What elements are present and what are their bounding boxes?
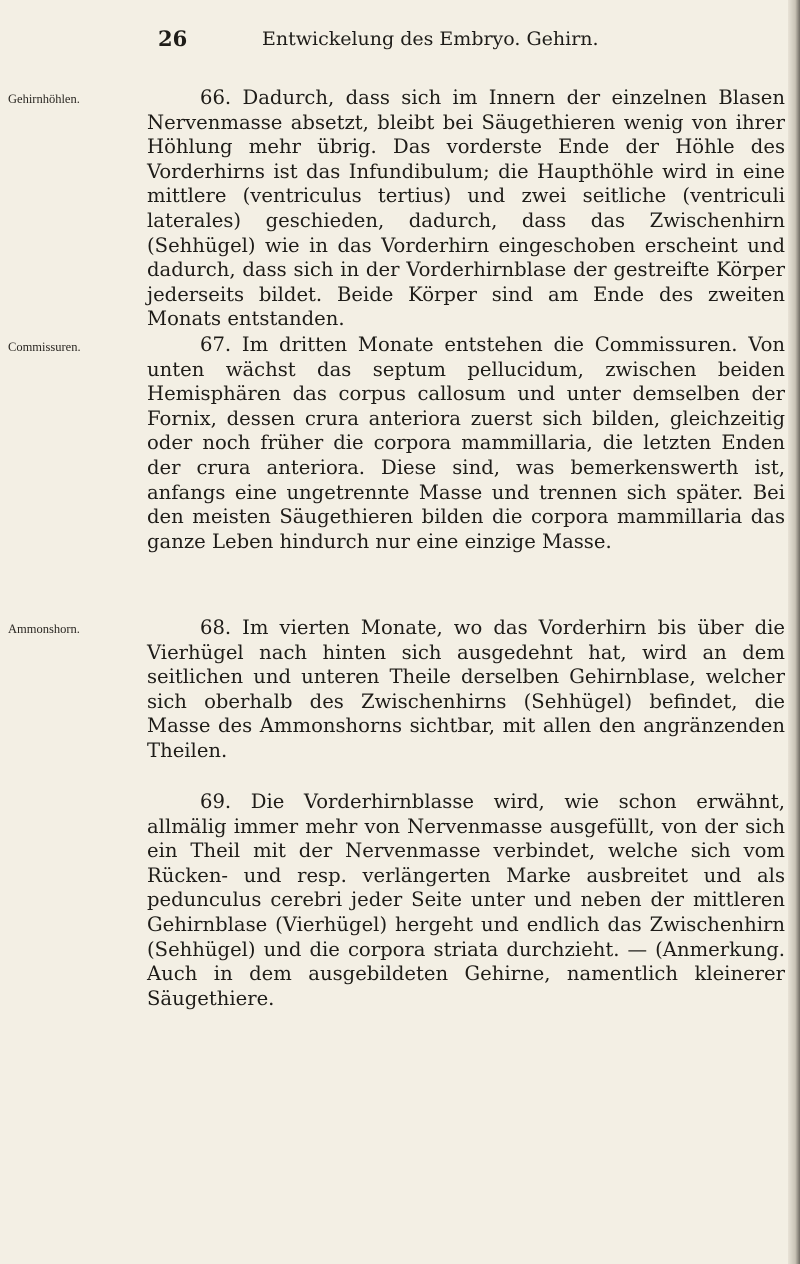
paragraph-68	[147, 616, 785, 764]
running-title: Entwickelung des Embryo. Gehirn.	[262, 28, 599, 50]
paragraph-66	[147, 86, 785, 332]
paragraph-67	[147, 333, 785, 554]
page-edge-shadow	[788, 0, 800, 1264]
paragraph-text: 69. Die Vorderhirnblasse wird, wie schon erwähnt, allmälig immer mehr von Nervenmasse ausgefüllt, von der sich ein Theil mit der Nervenmasse verbindet, welche sich vom Rücken- und resp. verlängerten Marke ausbreitet und als pedunculus cerebri jeder Seite unter und neben der mittleren Gehirnblase (Vierhügel) hergeht und endlich das Zwischenhirn (Sehhügel) und die corpora striata durchzieht. — (Anmerkung. Auch in dem ausgebildeten Gehirne, namentlich kleinerer Säugethiere.	[147, 790, 785, 1010]
paragraph-69	[147, 790, 785, 1011]
paragraph-text: 67. Im dritten Monate entstehen die Commissuren. Von unten wächst das septum pellucidum, zwischen beiden Hemisphären das corpus callosum und unter demselben der Fornix, dessen crura anteriora zuerst sich bilden, gleichzeitig oder noch früher die corpora mammillaria, die letzten Enden der crura anteriora. Diese sind, was bemerkenswerth ist, anfangs eine ungetrennte Masse und trennen sich später. Bei den meisten Säugethieren bilden die corpora mammillaria das ganze Leben hindurch nur eine einzige Masse.	[147, 333, 785, 553]
margin-note-gehirnhoehlen: Gehirnhöhlen.	[8, 92, 80, 106]
page-number: 26	[158, 26, 188, 51]
margin-note-commissuren: Commissuren.	[8, 340, 81, 354]
margin-note-ammonshorn: Ammonshorn.	[8, 622, 80, 636]
paragraph-text: 66. Dadurch, dass sich im Innern der einzelnen Blasen Nervenmasse absetzt, bleibt bei Säugethieren wenig von ihrer Höhlung mehr übrig. Das vorderste Ende der Höhle des Vorderhirns ist das Infundibulum; die Haupthöhle wird in eine mittlere (ventriculus tertius) und zwei seitliche (ventriculi laterales) geschieden, dadurch, dass das Zwischenhirn (Sehhügel) wie in das Vorderhirn eingeschoben erscheint und dadurch, dass sich in der Vorderhirnblase der gestreifte Körper jederseits bildet. Beide Körper sind am Ende des zweiten Monats entstanden.	[147, 86, 785, 331]
paragraph-text: 68. Im vierten Monate, wo das Vorderhirn bis über die Vierhügel nach hinten sich ausgedehnt hat, wird an dem seitlichen und unteren Theile derselben Gehirnblase, welcher sich oberhalb des Zwischenhirns (Sehhügel) befindet, die Masse des Ammonshorns sichtbar, mit allen den angränzenden Theilen.	[147, 616, 785, 762]
